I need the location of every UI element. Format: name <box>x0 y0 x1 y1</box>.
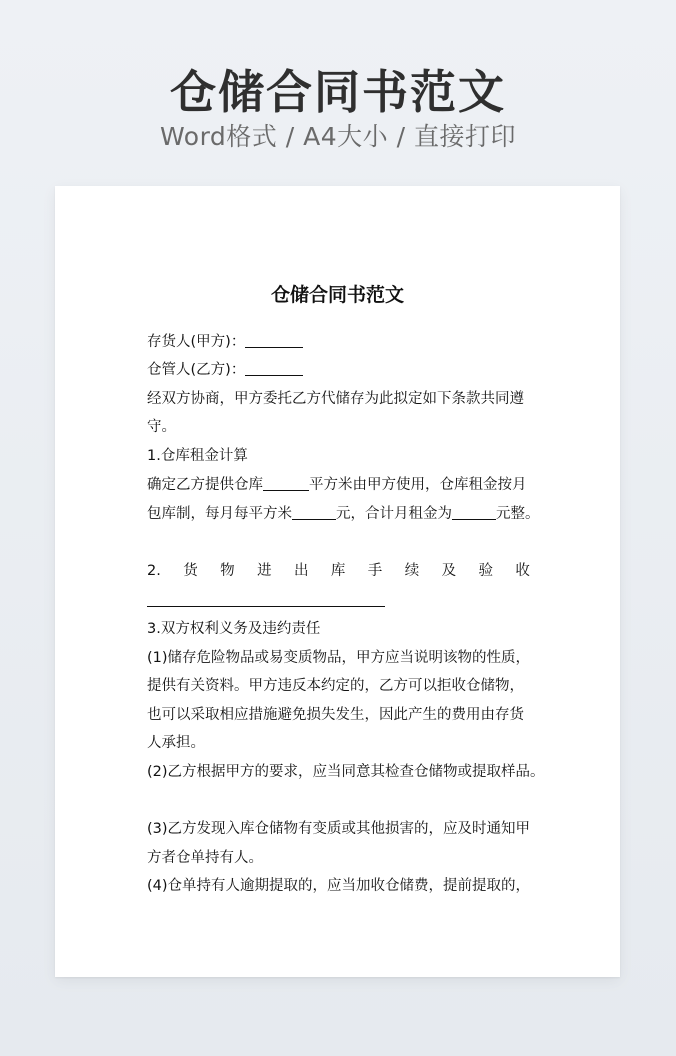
section2-title-char: 收 <box>515 563 530 579</box>
section3-p3-line-1: (3)乙方发现入库仓储物有变质或其他损害的，应及时通知甲 <box>147 821 531 837</box>
section3-title: 3.双方权利义务及违约责任 <box>147 621 321 637</box>
section3-p4: (4)仓单持有人逾期提取的，应当加收仓储费，提前提取的， <box>147 878 531 894</box>
section1-text-a: 确定乙方提供仓库 <box>147 477 263 493</box>
section1-line-1 <box>147 475 542 495</box>
section2-title-char: 及 <box>441 563 457 579</box>
section1-text-b: 平方米由甲方使用，仓库租金按月 <box>309 477 527 493</box>
section1-text-e: 元整。 <box>496 506 540 522</box>
keeper-blank <box>245 361 303 376</box>
section2-title-char: 货 <box>183 563 198 579</box>
section3-p1-line-3: 也可以采取相应措施避免损失发生，因此产生的费用由存货 <box>147 707 524 723</box>
section1-text-d: 元，合计月租金为 <box>336 506 452 522</box>
section3-p1-line-4: 人承担。 <box>147 735 205 751</box>
section3-p2: (2)乙方根据甲方的要求，应当同意其检查仓储物或提取样品。 <box>147 764 545 780</box>
intro-line-1: 经双方协商，甲方委托乙方代储存为此拟定如下条款共同遵 <box>147 391 524 407</box>
section2-title-char: 进 <box>257 563 272 579</box>
keeper-label: 仓管人(乙方)： <box>147 362 246 378</box>
keeper-line <box>147 360 542 380</box>
area-blank <box>263 476 309 491</box>
depositor-label: 存货人(甲方)： <box>147 334 246 350</box>
section2-title-char: 续 <box>404 563 420 579</box>
depositor-blank <box>245 333 303 348</box>
section3-p1-line-1: (1)储存危险物品或易变质物品，甲方应当说明该物的性质， <box>147 650 531 666</box>
section2-title-char: 手 <box>367 563 383 579</box>
section1-line-2 <box>147 504 542 524</box>
section2-title-char: 2. <box>147 563 161 579</box>
section2-title-char: 出 <box>293 563 309 579</box>
intro-line-2: 守。 <box>147 419 176 435</box>
document-page <box>55 186 620 977</box>
banner-subtitle: Word格式 / A4大小 / 直接打印 <box>160 122 516 151</box>
section2-blank-rule <box>147 606 385 607</box>
monthly-rent-blank <box>452 505 496 520</box>
banner-header <box>0 0 676 180</box>
banner-title: 仓储合同书范文 <box>170 65 506 119</box>
document-title: 仓储合同书范文 <box>270 284 404 306</box>
section2-title-char: 库 <box>330 563 346 579</box>
section2-title-char: 物 <box>220 563 235 579</box>
section1-text-c: 包库制，每月每平方米 <box>147 506 292 522</box>
section1-title: 1.仓库租金计算 <box>147 448 248 464</box>
unit-price-blank <box>292 505 336 520</box>
section2-title <box>147 561 530 581</box>
section3-p1-line-2: 提供有关资料。甲方违反本约定的，乙方可以拒收仓储物， <box>147 678 524 694</box>
section2-title-char: 验 <box>478 563 493 579</box>
section3-p3-line-2: 方者仓单持有人。 <box>147 850 263 866</box>
depositor-line <box>147 332 542 352</box>
